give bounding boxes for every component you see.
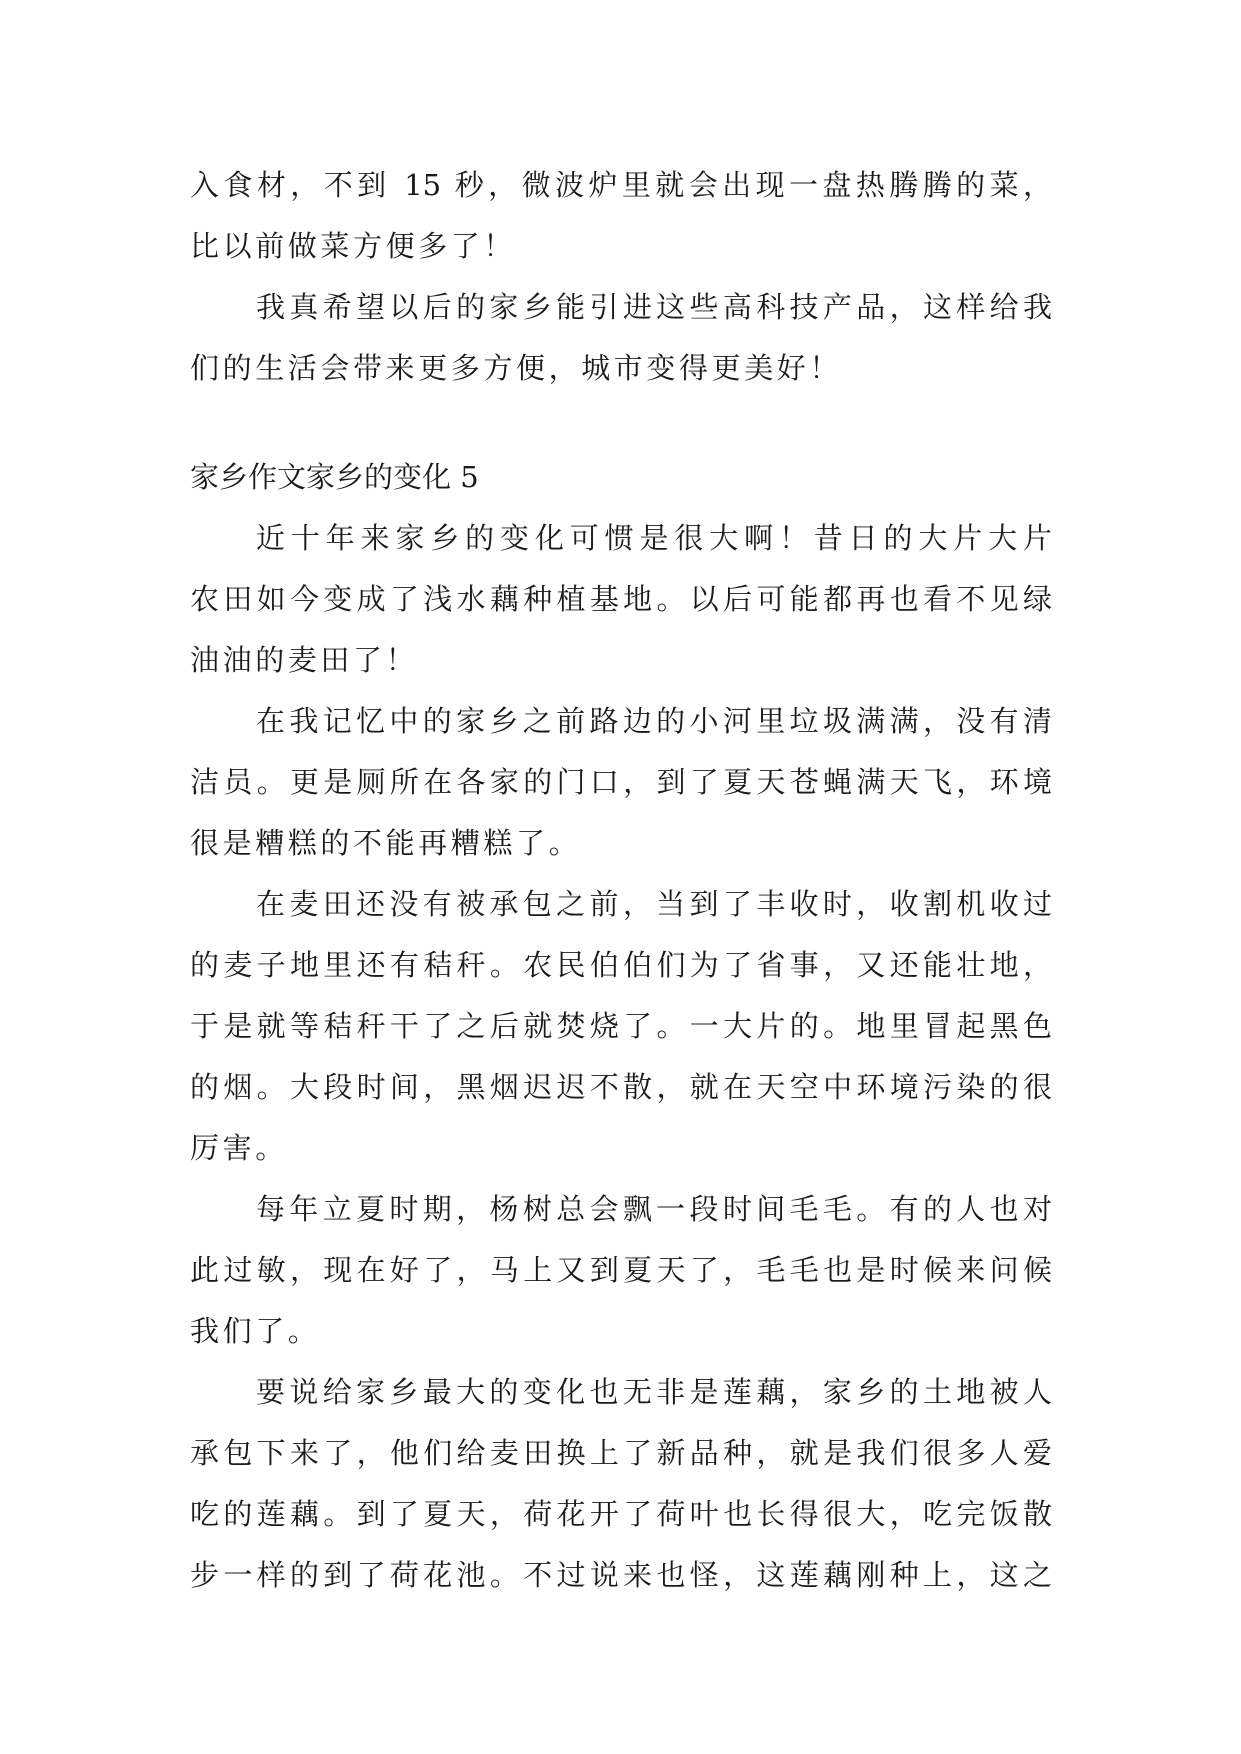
paragraph-line: 们的生活会带来更多方便，城市变得更美好！ <box>190 351 843 385</box>
intro-section <box>190 155 1052 399</box>
paragraph-line: 在麦田还没有被承包之前，当到了丰收时，收割机收过 <box>256 887 1052 921</box>
section-title: 家乡作文家乡的变化 5 <box>190 460 479 494</box>
paragraph-line: 很是糟糕的不能再糟糕了。 <box>190 826 582 860</box>
paragraph-line: 承包下来了，他们给麦田换上了新品种，就是我们很多人爱 <box>190 1436 1052 1470</box>
paragraph-line: 近十年来家乡的变化可惯是很大啊！昔日的大片大片 <box>256 521 1052 555</box>
essay-section <box>190 447 1052 1606</box>
paragraph-line: 的烟。大段时间，黑烟迟迟不散，就在天空中环境污染的很 <box>190 1070 1052 1104</box>
paragraph-line: 我真希望以后的家乡能引进这些高科技产品，这样给我 <box>256 290 1052 324</box>
paragraph-line: 油油的麦田了！ <box>190 643 419 677</box>
paragraph-line: 厉害。 <box>190 1131 288 1165</box>
paragraph-line: 在我记忆中的家乡之前路边的小河里垃圾满满，没有清 <box>256 704 1052 738</box>
paragraph-line: 此过敏，现在好了，马上又到夏天了，毛毛也是时候来问候 <box>190 1253 1052 1287</box>
paragraph-line: 步一样的到了荷花池。不过说来也怪，这莲藕刚种上，这之 <box>190 1558 1052 1592</box>
paragraph-line: 每年立夏时期，杨树总会飘一段时间毛毛。有的人也对 <box>256 1192 1052 1226</box>
paragraph-line: 入食材，不到 15 秒，微波炉里就会出现一盘热腾腾的菜， <box>190 168 1052 202</box>
paragraph-line: 的麦子地里还有秸秆。农民伯伯们为了省事，又还能壮地， <box>190 948 1052 982</box>
paragraph-line: 要说给家乡最大的变化也无非是莲藕，家乡的土地被人 <box>256 1375 1052 1409</box>
paragraph-line: 洁员。更是厕所在各家的门口，到了夏天苍蝇满天飞，环境 <box>190 765 1052 799</box>
paragraph-line: 农田如今变成了浅水藕种植基地。以后可能都再也看不见绿 <box>190 582 1052 616</box>
paragraph-line: 吃的莲藕。到了夏天，荷花开了荷叶也长得很大，吃完饭散 <box>190 1497 1052 1531</box>
paragraph-line: 比以前做菜方便多了！ <box>190 229 517 263</box>
paragraph-line: 于是就等秸秆干了之后就焚烧了。一大片的。地里冒起黑色 <box>190 1009 1052 1043</box>
paragraph-line: 我们了。 <box>190 1314 321 1348</box>
